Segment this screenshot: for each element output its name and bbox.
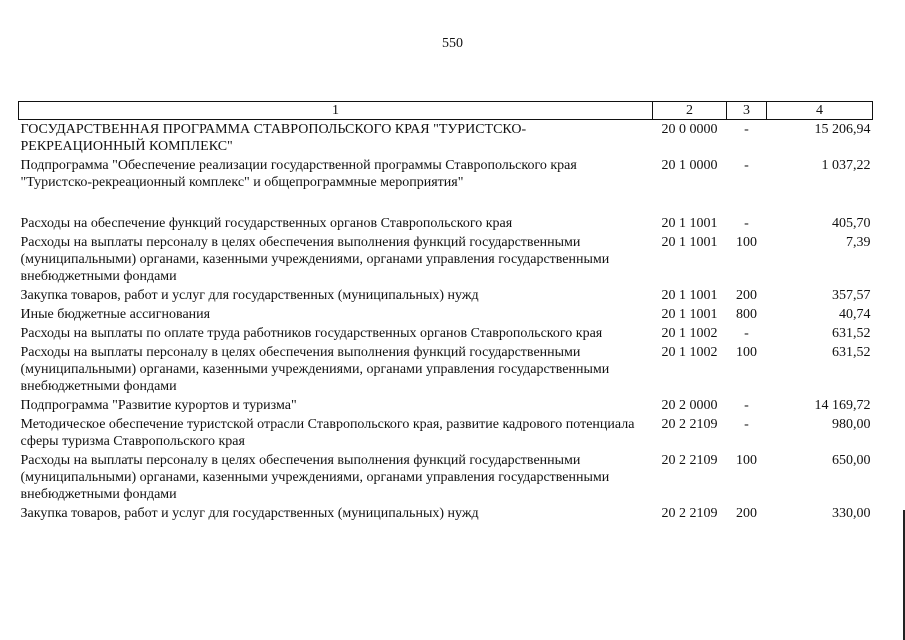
table-row [19,156,873,192]
row-type: - [744,216,749,231]
row-name: Закупка товаров, работ и услуг для государственных (муниципальных) нужд [20,506,479,521]
row-type: - [744,417,749,432]
row-amount: 357,57 [832,288,871,303]
row-amount: 405,70 [832,216,871,231]
row-type: - [744,122,749,137]
row-code: 20 1 1002 [661,326,718,341]
row-name: Подпрограмма "Развитие курортов и туризма" [20,398,297,413]
row-name: Иные бюджетные ассигнования [20,307,211,322]
spacer-row [19,192,873,214]
row-type: - [744,398,749,413]
budget-table [18,101,873,523]
page-number: 550 [442,36,463,51]
row-name: Расходы на выплаты персоналу в целях обеспечения выполнения функций государственными (муниципальными) органами, казенными учреждениями, органами управления государственными внебюджетными фондами [20,345,610,394]
table-row [19,396,873,415]
row-code: 20 1 1001 [661,288,718,303]
table-row [19,214,873,233]
row-type: 100 [736,453,757,468]
table-row [19,286,873,305]
row-name: Расходы на обеспечение функций государственных органов Ставропольского края [20,216,513,231]
row-code: 20 2 0000 [661,398,718,413]
row-code: 20 2 2109 [661,417,718,432]
table-row [19,305,873,324]
row-amount: 980,00 [832,417,871,432]
row-type: 200 [736,506,757,521]
row-name: Подпрограмма "Обеспечение реализации государственной программы Ставропольского края "Туристско-рекреационный комплекс" и общепрограммные мероприятия" [20,158,577,190]
table-row [19,451,873,504]
row-code: 20 0 0000 [661,122,718,137]
column-header-name: 1 [19,102,653,120]
row-amount: 650,00 [832,453,871,468]
row-amount: 40,74 [839,307,871,322]
table-row [19,343,873,396]
row-amount: 15 206,94 [814,122,871,137]
row-code: 20 2 2109 [661,453,718,468]
row-name: Расходы на выплаты персоналу в целях обеспечения выполнения функций государственными (муниципальными) органами, казенными учреждениями, органами управления государственными внебюджетными фондами [20,235,610,284]
row-code: 20 1 1002 [661,345,718,360]
row-name: ГОСУДАРСТВЕННАЯ ПРОГРАММА СТАВРОПОЛЬСКОГО КРАЯ "ТУРИСТСКО-РЕКРЕАЦИОННЫЙ КОМПЛЕКС" [20,122,527,154]
row-name: Расходы на выплаты по оплате труда работников государственных органов Ставропольского края [20,326,603,341]
column-header-amount: 4 [767,102,873,120]
table-row [19,504,873,523]
row-code: 20 1 1001 [661,235,718,250]
row-amount: 631,52 [832,345,871,360]
row-code: 20 1 0000 [661,158,718,173]
row-type: 800 [736,307,757,322]
row-code: 20 2 2109 [661,506,718,521]
row-name: Закупка товаров, работ и услуг для государственных (муниципальных) нужд [20,288,479,303]
row-amount: 631,52 [832,326,871,341]
table-row [19,233,873,286]
row-type: 200 [736,288,757,303]
column-header-code: 2 [653,102,727,120]
row-amount: 330,00 [832,506,871,521]
row-type: - [744,326,749,341]
table-header-row [19,102,873,120]
row-code: 20 1 1001 [661,216,718,231]
table-row [19,120,873,157]
row-type: 100 [736,235,757,250]
spacer-cell [19,192,873,214]
row-type: - [744,158,749,173]
row-name: Методическое обеспечение туристской отрасли Ставропольского края, развитие кадрового потенциала сферы туризма Ставропольского края [20,417,635,449]
row-code: 20 1 1001 [661,307,718,322]
row-amount: 14 169,72 [814,398,871,413]
column-header-type: 3 [727,102,767,120]
table-row [19,324,873,343]
row-name: Расходы на выплаты персоналу в целях обеспечения выполнения функций государственными (муниципальными) органами, казенными учреждениями, органами управления государственными внебюджетными фондами [20,453,610,502]
table-row [19,415,873,451]
row-type: 100 [736,345,757,360]
row-amount: 1 037,22 [821,158,871,173]
row-amount: 7,39 [846,235,871,250]
